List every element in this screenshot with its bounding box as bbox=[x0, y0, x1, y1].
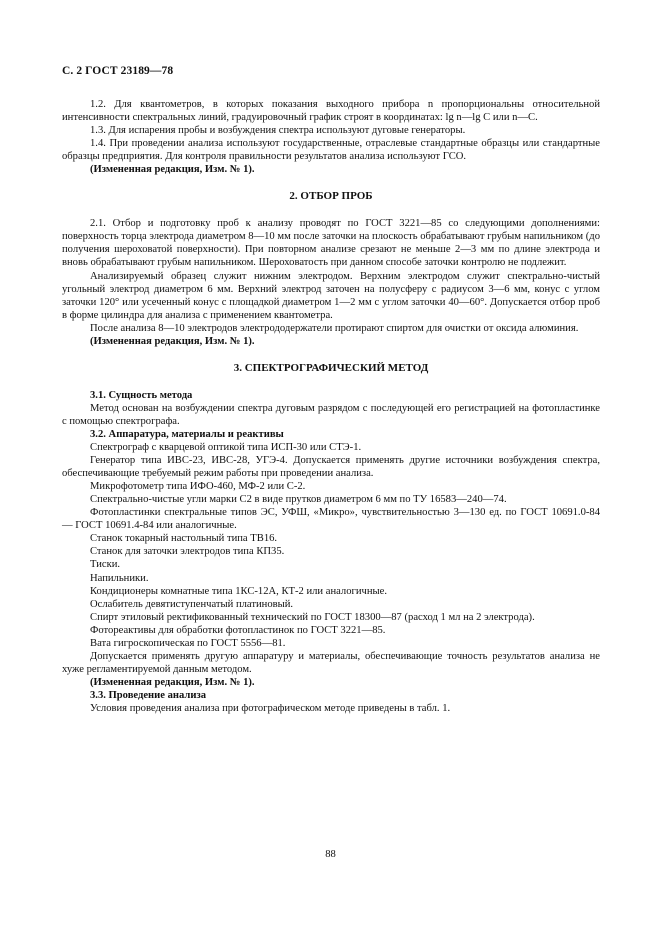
list-item-lathe: Станок токарный настольный типа ТВ16. bbox=[90, 533, 278, 545]
paragraph-alternatives: Допускается применять другую аппаратуру и материалы, обеспечивающие точность результатов анализа не хуже регламентируемой данным методом. bbox=[62, 650, 600, 675]
subheading-3-1: 3.1. Сущность метода bbox=[90, 389, 193, 401]
paragraph-1-4: 1.4. При проведении анализа используют государственные, отраслевые стандартные образцы или стандартные образцы предприятия. Для контроля правильности результатов анализа используют ГСО. bbox=[62, 138, 600, 163]
list-item-generator: Генератор типа ИВС-23, ИВС-28, УГЭ-4. Допускается применять другие источники возбуждения спектра, обеспечивающие требуемый режим работы при проведении анализа. bbox=[62, 455, 600, 480]
document-body bbox=[62, 98, 600, 715]
list-item-microphotometer: Микрофотометр типа ИФО-460, МФ-2 или С-2. bbox=[90, 481, 306, 493]
list-item-cotton: Вата гигроскопическая по ГОСТ 5556—81. bbox=[90, 637, 286, 649]
list-item-attenuator: Ослабитель девятиступенчатый платиновый. bbox=[90, 598, 294, 610]
subheading-3-2: 3.2. Аппаратура, материалы и реактивы bbox=[90, 428, 284, 440]
paragraph-2-1: 2.1. Отбор и подготовку проб к анализу проводят по ГОСТ 3221—85 со следующими дополнениями: поверхность торца электрода диаметром 8—10 мм после заточки на плоскость обрабатывают грубым напильником (до получения шероховатой поверхности). При повторном анализе срезают не меньше 2—3 мм по длине электрода и вновь обрабатывают грубым напильником. Шероховатость при данном способе заточки контролю не подлежит. bbox=[62, 218, 600, 269]
amendment-note: (Измененная редакция, Изм. № 1). bbox=[90, 164, 255, 176]
paragraph-1-2: 1.2. Для квантометров, в которых показания выходного прибора n пропорциональны относительной интенсивности спектральных линий, градуировочный график строят в координатах: lg n—lg C или n—C. bbox=[62, 99, 600, 124]
list-item-sharpener: Станок для заточки электродов типа КП35. bbox=[90, 546, 285, 558]
paragraph-electrodes: Анализируемый образец служит нижним электродом. Верхним электродом служит спектрально-чистый угольный электрод диаметром 6 мм. Верхний электрод заточен на полусферу с радиусом 3—6 мм, конус с углом заточки 120° или усеченный конус с площадкой диаметром 1—2 мм с углом заточки 40—60°. Допускается отбор проб в форме цилиндра для анализа с применением квантометра. bbox=[62, 270, 600, 321]
list-item-files: Напильники. bbox=[90, 572, 149, 584]
section-heading-2: 2. ОТБОР ПРОБ bbox=[289, 190, 373, 203]
page-header: С. 2 ГОСТ 23189—78 bbox=[62, 65, 174, 77]
list-item-spectrograph: Спектрограф с кварцевой оптикой типа ИСП-30 или СТЭ-1. bbox=[90, 442, 362, 454]
amendment-note: (Измененная редакция, Изм. № 1). bbox=[90, 335, 255, 347]
paragraph-cleaning: После анализа 8—10 электродов электрододержатели протирают спиртом для очистки от оксида алюминия. bbox=[90, 322, 579, 334]
list-item-photoplates: Фотопластинки спектральные типов ЭС, УФШ, «Микро», чувствительностью 3—130 ед. по ГОСТ 10691.0-84 — ГОСТ 10691.4-84 или аналогичные. bbox=[62, 507, 600, 532]
page-number: 88 bbox=[325, 849, 336, 860]
amendment-note: (Измененная редакция, Изм. № 1). bbox=[90, 676, 255, 688]
list-item-photoreagents: Фотореактивы для обработки фотопластинок по ГОСТ 3221—85. bbox=[90, 624, 386, 636]
list-item-vise: Тиски. bbox=[90, 559, 121, 571]
list-item-alcohol: Спирт этиловый ректификованный технический по ГОСТ 18300—87 (расход 1 мл на 2 электрода). bbox=[90, 611, 535, 623]
paragraph-method-essence: Метод основан на возбуждении спектра дуговым разрядом с последующей его регистрацией на фотопластинке с помощью спектрографа. bbox=[62, 402, 600, 427]
paragraph-conditions: Условия проведения анализа при фотографическом методе приведены в табл. 1. bbox=[90, 702, 451, 714]
list-item-carbon-rods: Спектрально-чистые угли марки С2 в виде прутков диаметром 6 мм по ТУ 16583—240—74. bbox=[90, 494, 507, 506]
section-heading-3: 3. СПЕКТРОГРАФИЧЕСКИЙ МЕТОД bbox=[233, 361, 429, 374]
subheading-3-3: 3.3. Проведение анализа bbox=[90, 689, 206, 701]
paragraph-1-3: 1.3. Для испарения пробы и возбуждения спектра используют дуговые генераторы. bbox=[90, 125, 466, 137]
list-item-conditioners: Кондиционеры комнатные типа 1КС-12А, КТ-2 или аналогичные. bbox=[90, 585, 387, 597]
